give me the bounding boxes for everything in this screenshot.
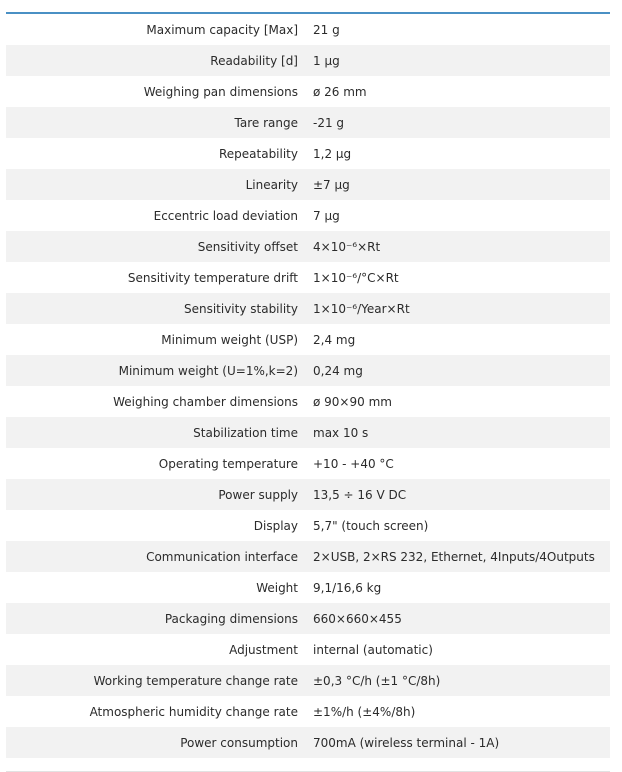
spec-row	[6, 262, 610, 293]
spec-value: 9,1/16,6 kg	[313, 580, 382, 595]
spec-value: 660×660×455	[313, 611, 402, 626]
spec-value: 1,2 µg	[313, 146, 352, 161]
spec-row	[6, 355, 610, 386]
spec-value: 21 g	[313, 22, 340, 37]
spec-value: ±1%/h (±4%/8h)	[313, 704, 416, 719]
spec-label: Operating temperature	[158, 456, 298, 471]
spec-value: 2×USB, 2×RS 232, Ethernet, 4Inputs/4Outputs	[313, 549, 595, 564]
spec-label: Weighing pan dimensions	[143, 84, 298, 99]
spec-value: 1×10⁻⁶/°C×Rt	[313, 270, 399, 285]
spec-value: max 10 s	[313, 425, 369, 440]
spec-row	[6, 293, 610, 324]
spec-value: internal (automatic)	[313, 642, 433, 657]
spec-value: 7 µg	[313, 208, 340, 223]
spec-row	[6, 45, 610, 76]
spec-value: 13,5 ÷ 16 V DC	[313, 487, 407, 502]
spec-row	[6, 14, 610, 45]
spec-label: Minimum weight (U=1%,k=2)	[118, 363, 298, 378]
spec-row	[6, 727, 610, 758]
spec-row	[6, 696, 610, 727]
spec-row	[6, 138, 610, 169]
spec-row	[6, 603, 610, 634]
spec-row	[6, 231, 610, 262]
spec-value: ø 26 mm	[313, 84, 367, 99]
spec-label: Weight	[256, 580, 298, 595]
spec-label: Eccentric load deviation	[153, 208, 298, 223]
spec-value: ±7 µg	[313, 177, 350, 192]
spec-label: Power supply	[218, 487, 298, 502]
spec-value: 2,4 mg	[313, 332, 356, 347]
spec-value: 4×10⁻⁶×Rt	[313, 239, 381, 254]
spec-label: Sensitivity offset	[197, 239, 298, 254]
spec-label: Linearity	[245, 177, 298, 192]
spec-label: Sensitivity stability	[183, 301, 298, 316]
spec-row	[6, 479, 610, 510]
spec-value: 1 µg	[313, 53, 340, 68]
spec-label: Maximum capacity [Max]	[146, 22, 298, 37]
spec-value: ±0,3 °C/h (±1 °C/8h)	[313, 673, 441, 688]
spec-label: Repeatability	[218, 146, 298, 161]
spec-label: Working temperature change rate	[93, 673, 298, 688]
spec-label: Communication interface	[146, 549, 298, 564]
spec-row	[6, 448, 610, 479]
spec-row	[6, 417, 610, 448]
spec-row	[6, 324, 610, 355]
spec-row	[6, 510, 610, 541]
spec-row	[6, 169, 610, 200]
spec-label: Readability [d]	[210, 53, 298, 68]
spec-row	[6, 572, 610, 603]
spec-label: Display	[253, 518, 298, 533]
spec-value: 5,7" (touch screen)	[313, 518, 429, 533]
spec-label: Atmospheric humidity change rate	[89, 704, 298, 719]
spec-label: Adjustment	[229, 642, 298, 657]
spec-value: -21 g	[313, 115, 345, 130]
spec-value: ø 90×90 mm	[313, 394, 392, 409]
spec-value: 700mA (wireless terminal - 1A)	[313, 735, 500, 750]
spec-label: Minimum weight (USP)	[161, 332, 298, 347]
spec-row	[6, 107, 610, 138]
specifications-table	[6, 12, 610, 758]
spec-row	[6, 541, 610, 572]
spec-row	[6, 76, 610, 107]
spec-row	[6, 665, 610, 696]
spec-label: Tare range	[234, 115, 298, 130]
spec-value: 1×10⁻⁶/Year×Rt	[313, 301, 410, 316]
spec-value: 0,24 mg	[313, 363, 363, 378]
spec-label: Sensitivity temperature drift	[127, 270, 298, 285]
spec-row	[6, 634, 610, 665]
spec-value: +10 - +40 °C	[313, 456, 394, 471]
spec-row	[6, 386, 610, 417]
spec-row	[6, 200, 610, 231]
spec-label: Stabilization time	[193, 425, 298, 440]
spec-label: Packaging dimensions	[164, 611, 298, 626]
spec-label: Weighing chamber dimensions	[113, 394, 298, 409]
spec-label: Power consumption	[180, 735, 298, 750]
